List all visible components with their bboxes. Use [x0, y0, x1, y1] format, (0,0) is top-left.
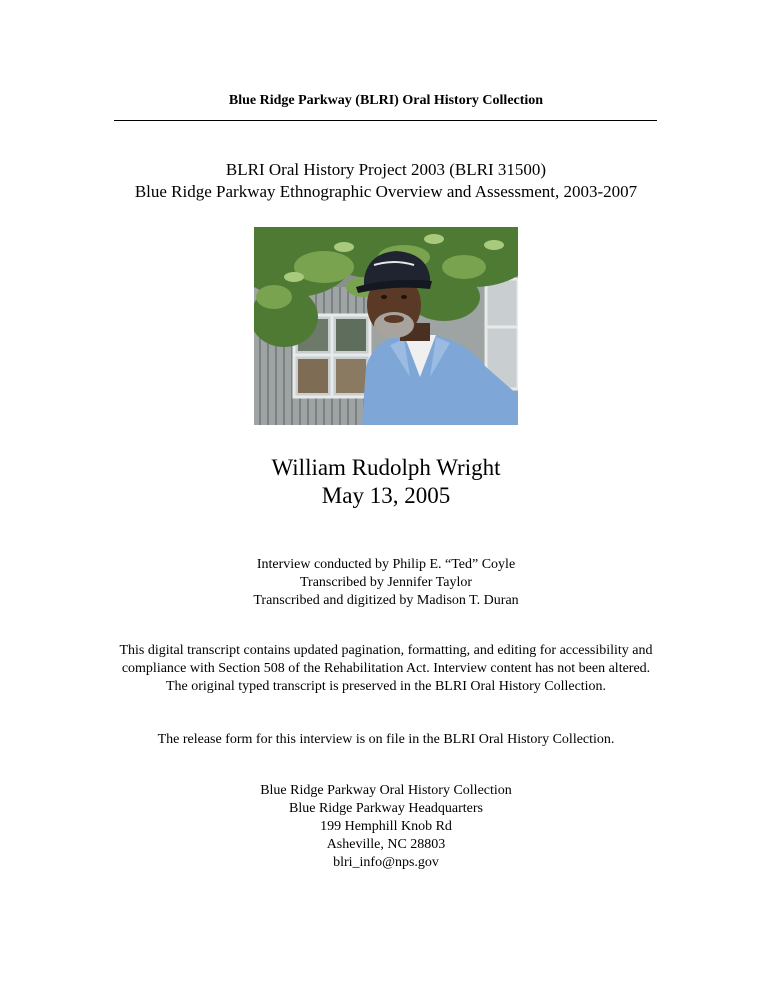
address-line-city: Asheville, NC 28803	[326, 837, 446, 852]
interviewer-credit: Interview conducted by Philip E. “Ted” Coyle	[256, 557, 516, 572]
address-line-headquarters: Blue Ridge Parkway Headquarters	[289, 801, 483, 816]
accessibility-notice: This digital transcript contains updated pagination, formatting, and editing for accessibility and compliance with Section 508 of the Rehabilitation Act. Interview content has not been altered. The original typed transcript is preserved in the BLRI Oral History Collection.	[119, 643, 653, 694]
contact-address	[0, 782, 772, 872]
interview-date: May 13, 2005	[321, 483, 451, 508]
digitizer-credit: Transcribed and digitized by Madison T. Duran	[253, 593, 519, 608]
collection-header-title: Blue Ridge Parkway (BLRI) Oral History Collection	[228, 93, 544, 108]
project-title-line: BLRI Oral History Project 2003 (BLRI 31500)	[225, 160, 547, 179]
header-divider	[114, 120, 657, 121]
project-info	[0, 159, 772, 203]
project-subtitle-line: Blue Ridge Parkway Ethnographic Overview and Assessment, 2003-2007	[134, 182, 638, 201]
credits	[0, 556, 772, 610]
transcriber-credit: Transcribed by Jennifer Taylor	[299, 575, 473, 590]
portrait-photo	[254, 227, 518, 425]
address-line-collection: Blue Ridge Parkway Oral History Collection	[260, 783, 512, 798]
interviewee-block	[0, 454, 772, 510]
interviewee-name: William Rudolph Wright	[271, 455, 501, 480]
contact-email: blri_info@nps.gov	[333, 855, 439, 870]
release-form-note: The release form for this interview is on file in the BLRI Oral History Collection.	[157, 732, 615, 747]
address-line-street: 199 Hemphill Knob Rd	[320, 819, 452, 834]
